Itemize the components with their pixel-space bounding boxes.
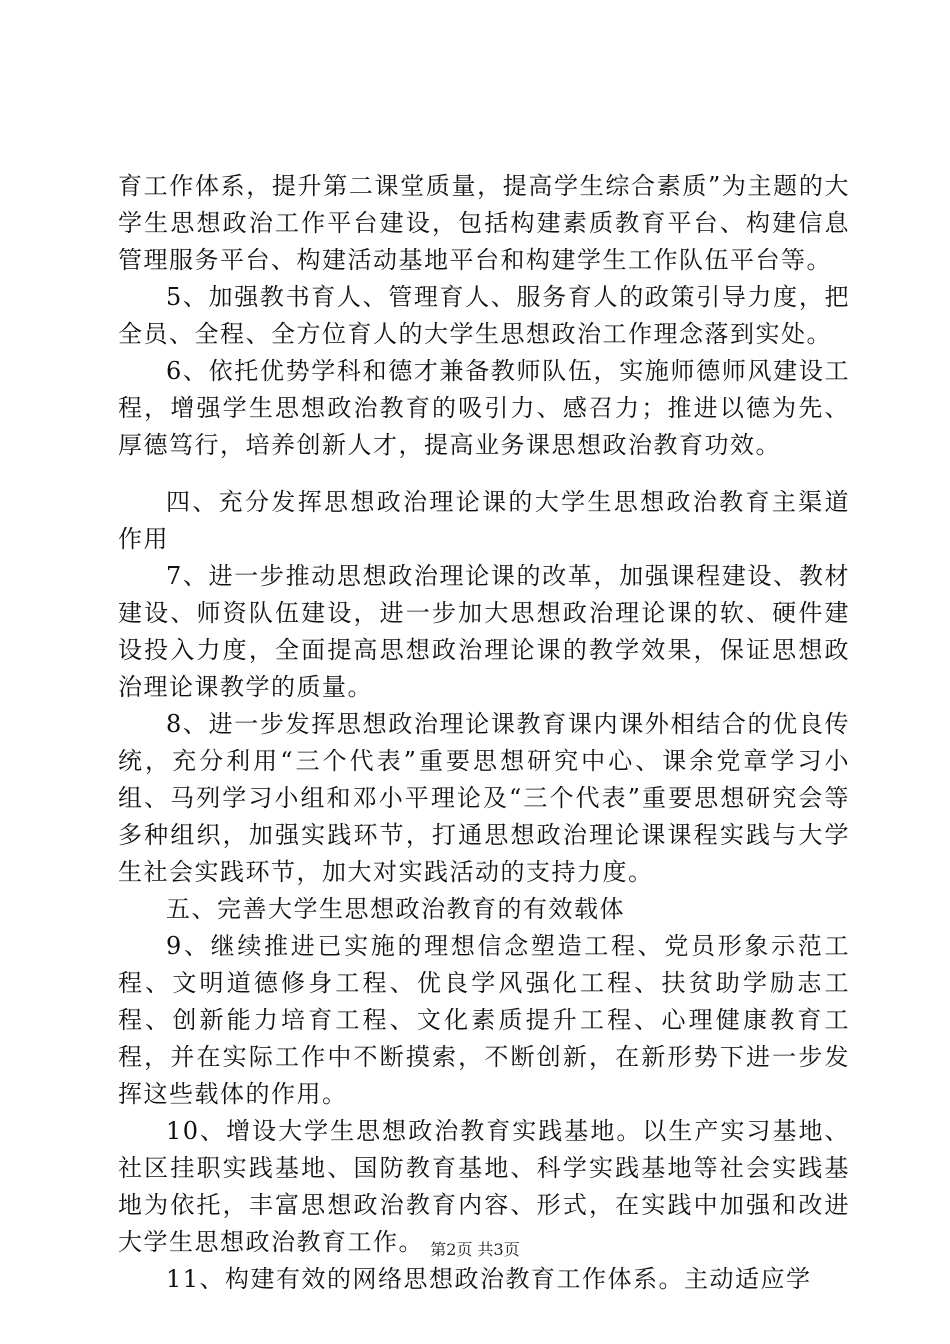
section-heading-4: 四、充分发挥思想政治理论课的大学生思想政治教育主渠道作用: [118, 488, 850, 553]
paragraph-item-11: 11、构建有效的网络思想政治教育工作体系。主动适应学: [166, 1265, 812, 1293]
page-indicator: 第2页 共3页: [430, 1240, 520, 1259]
paragraph-item-8: 8、进一步发挥思想政治理论课教育课内课外相结合的优良传统，充分利用“三个代表”重要思想研究中心、课余党章学习小组、马列学习小组和邓小平理论及“三个代表”重要思想研究会等多种组织，加强实践环节，打通思想政治理论课课程实践与大学生社会实践环节，加大对实践活动的支持力度。: [118, 710, 850, 886]
section-heading-5: 五、完善大学生思想政治教育的有效载体: [166, 895, 625, 923]
page-footer: [0, 1237, 950, 1260]
paragraph-item-10: 10、增设大学生思想政治教育实践基地。以生产实习基地、社区挂职实践基地、国防教育基地、科学实践基地等社会实践基地为依托，丰富思想政治教育内容、形式，在实践中加强和改进大学生思想政治教育工作。: [118, 1117, 850, 1256]
paragraph-item-7: 7、进一步推动思想政治理论课的改革，加强课程建设、教材建设、师资队伍建设，进一步加大思想政治理论课的软、硬件建设投入力度，全面提高思想政治理论课的教学效果，保证思想政治理论课教学的质量。: [118, 562, 850, 701]
paragraph-item-6: 6、依托优势学科和德才兼备教师队伍，实施师德师风建设工程，增强学生思想政治教育的吸引力、感召力；推进以德为先、厚德笃行，培养创新人才，提高业务课思想政治教育功效。: [118, 357, 850, 459]
document-body: [118, 168, 850, 1298]
paragraph-item-5: 5、加强教书育人、管理育人、服务育人的政策引导力度，把全员、全程、全方位育人的大学生思想政治工作理念落到实处。: [118, 283, 850, 348]
paragraph-continuation: 育工作体系，提升第二课堂质量，提高学生综合素质”为主题的大学生思想政治工作平台建设，包括构建素质教育平台、构建信息管理服务平台、构建活动基地平台和构建学生工作队伍平台等。: [118, 172, 850, 274]
paragraph-item-9: 9、继续推进已实施的理想信念塑造工程、党员形象示范工程、文明道德修身工程、优良学风强化工程、扶贫助学励志工程、创新能力培育工程、文化素质提升工程、心理健康教育工程，并在实际工作中不断摸索，不断创新，在新形势下进一步发挥这些载体的作用。: [118, 932, 850, 1108]
